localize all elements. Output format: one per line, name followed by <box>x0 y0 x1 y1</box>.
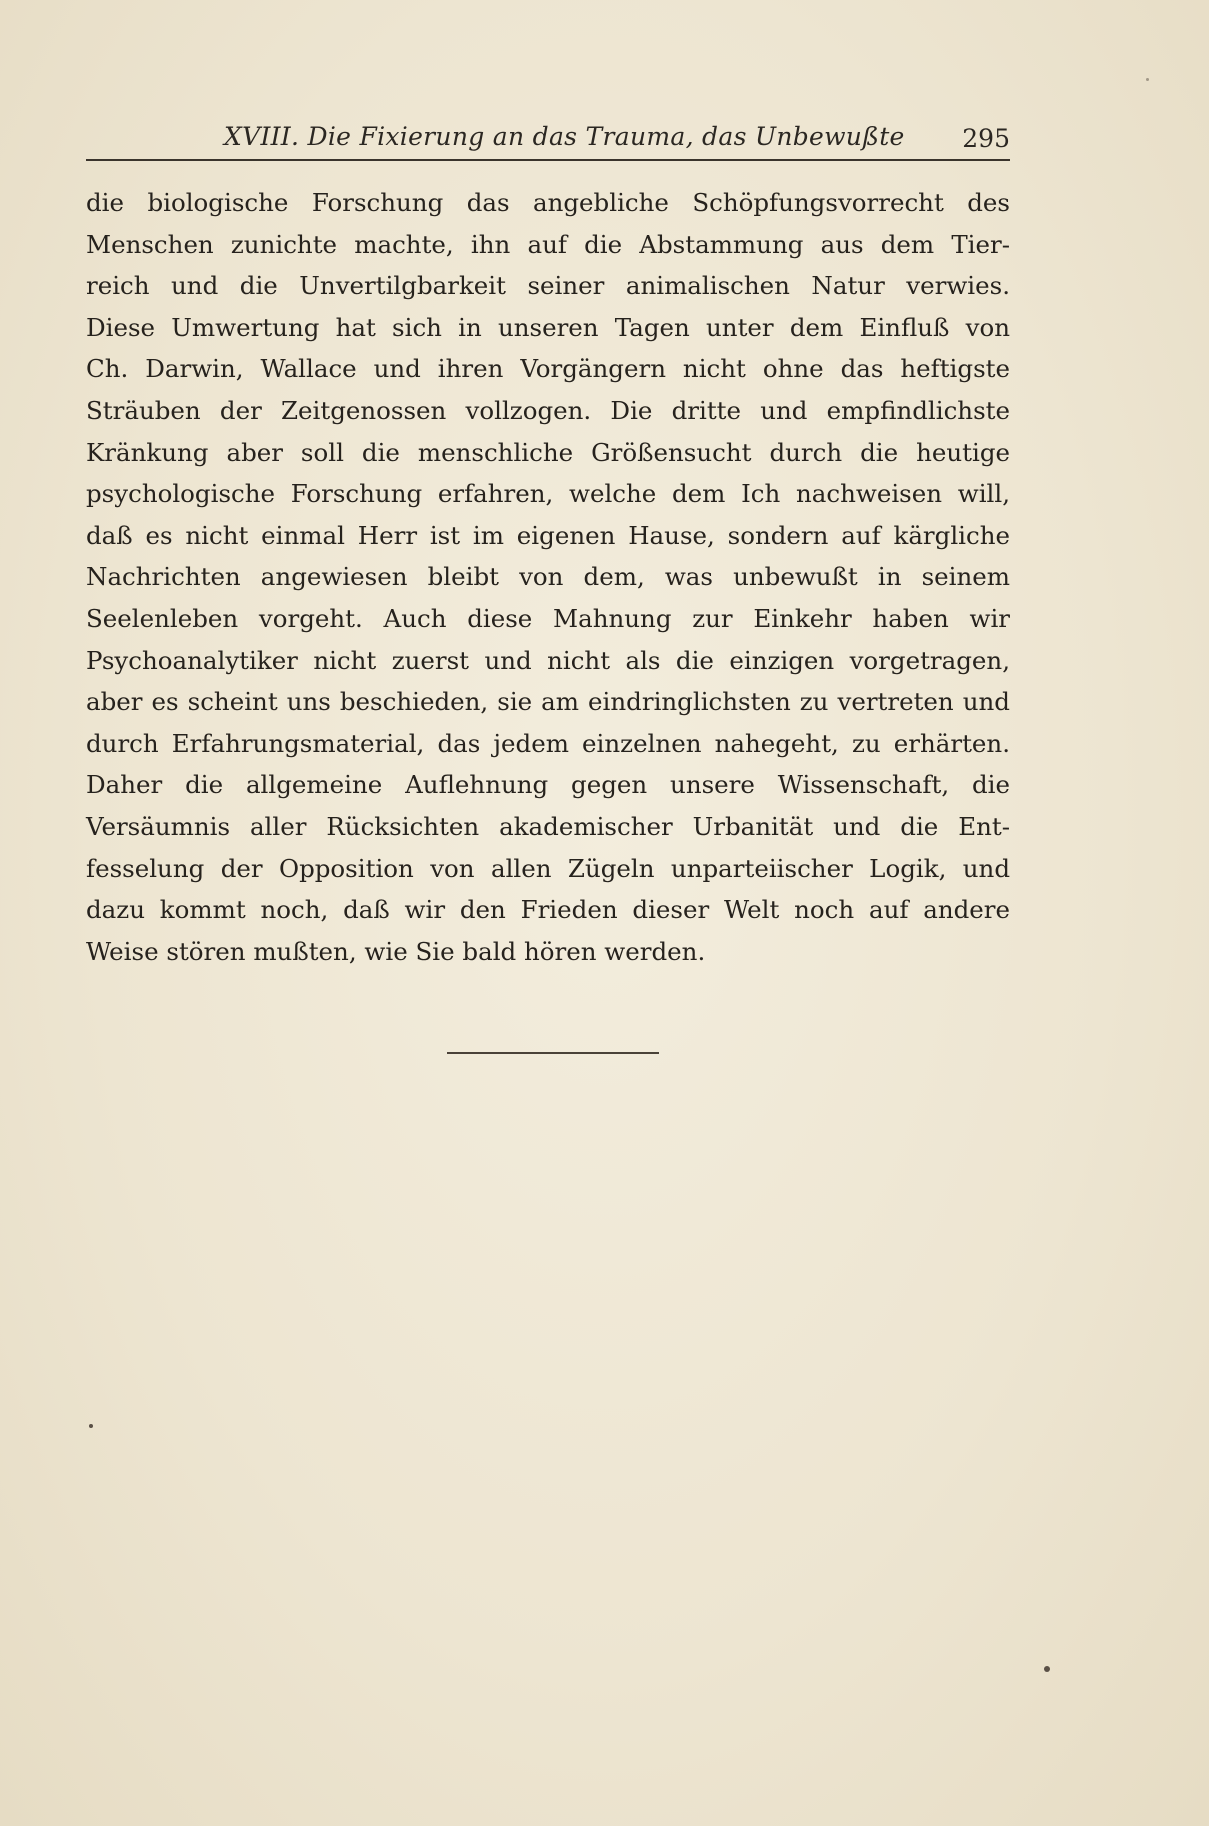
header-rule <box>86 159 1010 161</box>
text-line: daß es nicht einmal Herr ist im eigenen Hause, sondern auf kärgliche <box>86 520 1010 550</box>
text-line: die biologische Forschung das angebliche Schöpfungsvorrecht des <box>86 188 1010 217</box>
text-line: Menschen zunichte machte, ihn auf die Abstammung aus dem Tier- <box>86 229 1010 259</box>
text-line: Daher die allgemeine Auflehnung gegen unsere Wissenschaft, die <box>86 770 1010 800</box>
text-line: Nachrichten angewiesen bleibt von dem, was unbewußt in seinem <box>86 562 1010 592</box>
page-number: 295 <box>962 124 1010 153</box>
text-line: aber es scheint uns beschieden, sie am eindringlichsten zu vertreten und <box>86 687 1010 717</box>
running-head <box>86 118 1010 158</box>
paper-speck <box>1146 78 1149 81</box>
body-text <box>86 182 1010 972</box>
text-line: Weise stören mußten, wie Sie bald hören werden. <box>86 936 706 966</box>
section-end-rule <box>447 1052 659 1054</box>
text-line: dazu kommt noch, daß wir den Frieden dieser Welt noch auf andere <box>86 895 1010 925</box>
paper-speck <box>1044 1666 1050 1672</box>
text-line: Sträuben der Zeitgenossen vollzogen. Die dritte und empfindlichste <box>86 395 1010 425</box>
text-line: Kränkung aber soll die menschliche Größensucht durch die heutige <box>86 437 1010 467</box>
paper-speck <box>89 1424 93 1428</box>
text-line: psychologische Forschung erfahren, welche dem Ich nachweisen will, <box>86 479 1010 509</box>
running-title: XVIII. Die Fixierung an das Trauma, das Unbewußte <box>224 122 905 151</box>
text-line: Versäumnis aller Rücksichten akademischer Urbanität und die Ent- <box>86 811 1010 841</box>
text-line: Psychoanalytiker nicht zuerst und nicht als die einzigen vorgetragen, <box>86 645 1010 675</box>
text-line: Diese Umwertung hat sich in unseren Tagen unter dem Einfluß von <box>86 312 1010 342</box>
text-line: durch Erfahrungsmaterial, das jedem einzelnen nahegeht, zu erhärten. <box>86 728 1010 758</box>
text-line: Ch. Darwin, Wallace und ihren Vorgängern nicht ohne das heftigste <box>86 354 1010 384</box>
text-line: Seelenleben vorgeht. Auch diese Mahnung zur Einkehr haben wir <box>86 603 1010 633</box>
text-line: reich und die Unvertilgbarkeit seiner animalischen Natur verwies. <box>86 271 1010 301</box>
text-line: fesselung der Opposition von allen Zügeln unparteiischer Logik, und <box>86 853 1010 883</box>
